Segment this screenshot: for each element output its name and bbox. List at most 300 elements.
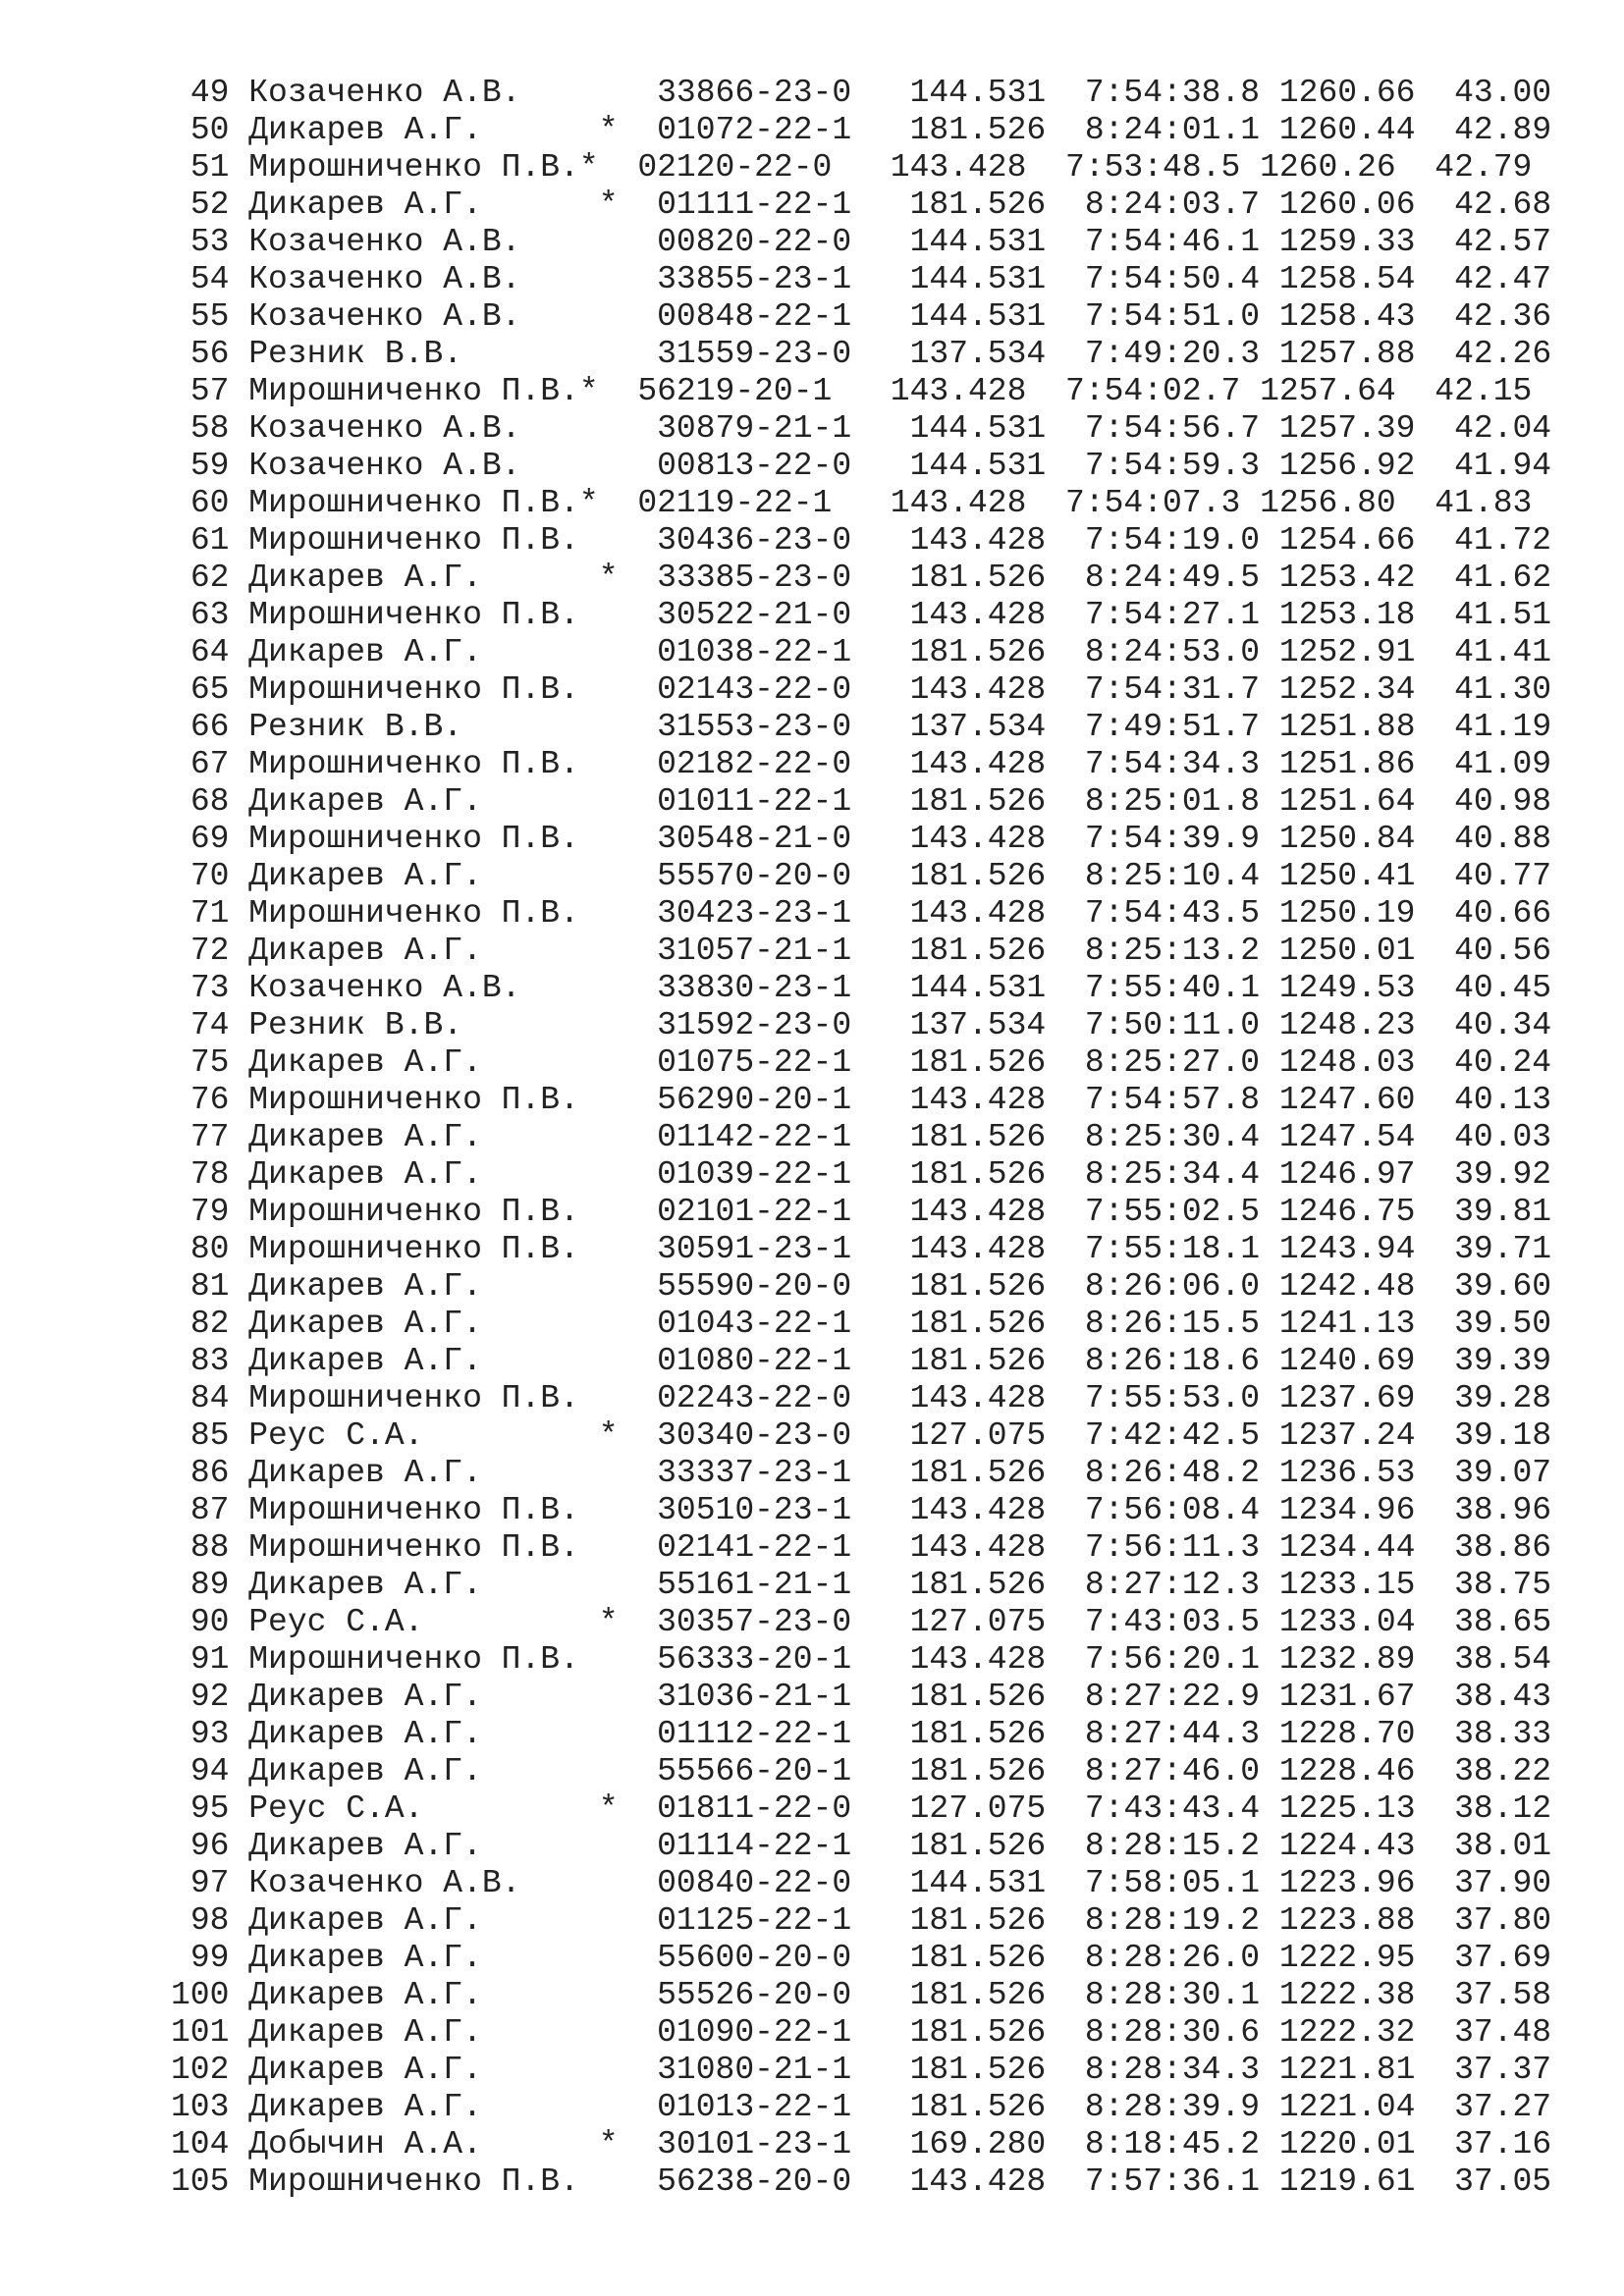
ring-number: 33385-23-0 bbox=[657, 560, 852, 596]
speed-value: 1256.80 bbox=[1260, 485, 1396, 521]
distance-km: 181.526 bbox=[909, 112, 1047, 148]
result-row bbox=[171, 821, 1551, 858]
fancier-name: Резник В.В. bbox=[248, 336, 463, 372]
result-row bbox=[171, 410, 1551, 448]
fancier-name: Дикарев А.Г. bbox=[248, 1268, 482, 1305]
distance-km: 143.428 bbox=[909, 671, 1047, 708]
coefficient: 42.57 bbox=[1454, 224, 1552, 260]
distance-km: 181.526 bbox=[909, 2014, 1047, 2051]
speed-value: 1234.44 bbox=[1278, 1529, 1416, 1566]
fancier-name: Дикарев А.Г. bbox=[248, 1940, 482, 1976]
coefficient: 39.18 bbox=[1454, 1417, 1552, 1454]
fancier-name: Дикарев А.Г. bbox=[248, 783, 482, 820]
place-number: 83 bbox=[189, 1343, 230, 1379]
place-number: 72 bbox=[189, 933, 230, 969]
arrival-time: 8:24:01.1 bbox=[1084, 112, 1261, 148]
result-row bbox=[171, 1679, 1551, 1716]
speed-value: 1220.01 bbox=[1278, 2126, 1416, 2163]
distance-km: 181.526 bbox=[909, 1044, 1047, 1081]
ring-number: 02101-22-1 bbox=[657, 1194, 852, 1230]
place-number: 98 bbox=[189, 1902, 230, 1939]
ring-number: 02120-22-0 bbox=[637, 149, 833, 186]
fancier-name: Козаченко А.В. bbox=[248, 1865, 521, 1901]
arrival-time: 7:54:43.5 bbox=[1084, 895, 1261, 932]
coefficient: 42.68 bbox=[1454, 187, 1552, 223]
distance-km: 143.428 bbox=[890, 373, 1027, 409]
distance-km: 143.428 bbox=[909, 522, 1047, 559]
place-number: 73 bbox=[189, 970, 230, 1006]
place-number: 69 bbox=[189, 821, 230, 857]
arrival-time: 7:57:36.1 bbox=[1084, 2163, 1261, 2200]
result-row bbox=[171, 709, 1551, 746]
coefficient: 38.75 bbox=[1454, 1567, 1552, 1603]
place-number: 50 bbox=[189, 112, 230, 148]
distance-km: 143.428 bbox=[890, 149, 1027, 186]
distance-km: 137.534 bbox=[909, 709, 1047, 745]
distance-km: 143.428 bbox=[909, 895, 1047, 932]
speed-value: 1221.04 bbox=[1278, 2089, 1416, 2125]
distance-km: 181.526 bbox=[909, 933, 1047, 969]
speed-value: 1246.97 bbox=[1278, 1156, 1416, 1193]
speed-value: 1228.70 bbox=[1278, 1716, 1416, 1752]
arrival-time: 7:54:59.3 bbox=[1084, 448, 1261, 484]
speed-value: 1247.60 bbox=[1278, 1082, 1416, 1118]
coefficient: 40.24 bbox=[1454, 1044, 1552, 1081]
coefficient: 37.05 bbox=[1454, 2163, 1552, 2200]
place-number: 91 bbox=[189, 1641, 230, 1678]
fancier-name: Дикарев А.Г. bbox=[248, 1156, 482, 1193]
place-number: 80 bbox=[189, 1231, 230, 1267]
ring-number: 00813-22-0 bbox=[657, 448, 852, 484]
distance-km: 143.428 bbox=[909, 1380, 1047, 1416]
distance-km: 143.428 bbox=[909, 1641, 1047, 1678]
result-row bbox=[171, 149, 1551, 187]
result-row bbox=[171, 1604, 1551, 1641]
distance-km: 144.531 bbox=[909, 224, 1047, 260]
arrival-time: 8:28:34.3 bbox=[1084, 2052, 1261, 2088]
fancier-name: Дикарев А.Г. bbox=[248, 634, 482, 670]
ring-number: 01142-22-1 bbox=[657, 1119, 852, 1155]
coefficient: 41.30 bbox=[1454, 671, 1552, 708]
fancier-name: Козаченко А.В. bbox=[248, 261, 521, 297]
ring-number: 31559-23-0 bbox=[657, 336, 852, 372]
star-marker: * bbox=[598, 112, 619, 148]
arrival-time: 7:54:46.1 bbox=[1084, 224, 1261, 260]
place-number: 52 bbox=[189, 187, 230, 223]
distance-km: 181.526 bbox=[909, 1119, 1047, 1155]
result-row bbox=[171, 1940, 1551, 1977]
arrival-time: 7:55:40.1 bbox=[1084, 970, 1261, 1006]
place-number: 102 bbox=[171, 2052, 230, 2088]
distance-km: 181.526 bbox=[909, 783, 1047, 820]
result-row bbox=[171, 597, 1551, 634]
speed-value: 1236.53 bbox=[1278, 1455, 1416, 1491]
distance-km: 181.526 bbox=[909, 1828, 1047, 1864]
results-listing bbox=[171, 75, 1551, 2201]
speed-value: 1222.32 bbox=[1278, 2014, 1416, 2051]
arrival-time: 7:54:50.4 bbox=[1084, 261, 1261, 297]
speed-value: 1237.24 bbox=[1278, 1417, 1416, 1454]
place-number: 76 bbox=[189, 1082, 230, 1118]
place-number: 66 bbox=[189, 709, 230, 745]
result-row bbox=[171, 1902, 1551, 1940]
speed-value: 1225.13 bbox=[1278, 1790, 1416, 1827]
fancier-name: Дикарев А.Г. bbox=[248, 1977, 482, 2013]
distance-km: 181.526 bbox=[909, 560, 1047, 596]
fancier-name: Мирошниченко П.В. bbox=[248, 821, 579, 857]
speed-value: 1222.38 bbox=[1278, 1977, 1416, 2013]
result-row bbox=[171, 187, 1551, 224]
fancier-name: Мирошниченко П.В. bbox=[248, 1492, 579, 1528]
coefficient: 37.69 bbox=[1454, 1940, 1552, 1976]
place-number: 67 bbox=[189, 746, 230, 782]
ring-number: 31036-21-1 bbox=[657, 1679, 852, 1715]
speed-value: 1251.64 bbox=[1278, 783, 1416, 820]
ring-number: 02141-22-1 bbox=[657, 1529, 852, 1566]
star-marker: * bbox=[578, 485, 599, 521]
arrival-time: 7:54:31.7 bbox=[1084, 671, 1261, 708]
coefficient: 37.27 bbox=[1454, 2089, 1552, 2125]
result-row bbox=[171, 298, 1551, 336]
speed-value: 1257.88 bbox=[1278, 336, 1416, 372]
result-row bbox=[171, 485, 1551, 522]
speed-value: 1252.91 bbox=[1278, 634, 1416, 670]
place-number: 88 bbox=[189, 1529, 230, 1566]
result-row bbox=[171, 1007, 1551, 1044]
place-number: 62 bbox=[189, 560, 230, 596]
distance-km: 169.280 bbox=[909, 2126, 1047, 2163]
fancier-name: Козаченко А.В. bbox=[248, 224, 521, 260]
star-marker: * bbox=[598, 187, 619, 223]
ring-number: 01011-22-1 bbox=[657, 783, 852, 820]
distance-km: 144.531 bbox=[909, 448, 1047, 484]
fancier-name: Мирошниченко П.В. bbox=[248, 1194, 579, 1230]
ring-number: 01125-22-1 bbox=[657, 1902, 852, 1939]
distance-km: 127.075 bbox=[909, 1417, 1047, 1454]
arrival-time: 8:28:39.9 bbox=[1084, 2089, 1261, 2125]
place-number: 99 bbox=[189, 1940, 230, 1976]
fancier-name: Козаченко А.В. bbox=[248, 75, 521, 111]
ring-number: 01013-22-1 bbox=[657, 2089, 852, 2125]
fancier-name: Мирошниченко П.В. bbox=[248, 746, 579, 782]
result-row bbox=[171, 1380, 1551, 1417]
ring-number: 56290-20-1 bbox=[657, 1082, 852, 1118]
distance-km: 143.428 bbox=[909, 1492, 1047, 1528]
result-row bbox=[171, 1082, 1551, 1119]
distance-km: 143.428 bbox=[909, 597, 1047, 633]
arrival-time: 8:27:12.3 bbox=[1084, 1567, 1261, 1603]
result-row bbox=[171, 1343, 1551, 1380]
speed-value: 1223.96 bbox=[1278, 1865, 1416, 1901]
coefficient: 40.03 bbox=[1454, 1119, 1552, 1155]
coefficient: 38.54 bbox=[1454, 1641, 1552, 1678]
coefficient: 37.37 bbox=[1454, 2052, 1552, 2088]
coefficient: 37.90 bbox=[1454, 1865, 1552, 1901]
coefficient: 42.89 bbox=[1454, 112, 1552, 148]
coefficient: 42.79 bbox=[1435, 149, 1533, 186]
fancier-name: Дикарев А.Г. bbox=[248, 1828, 482, 1864]
coefficient: 38.65 bbox=[1454, 1604, 1552, 1640]
coefficient: 38.33 bbox=[1454, 1716, 1552, 1752]
coefficient: 39.60 bbox=[1454, 1268, 1552, 1305]
result-row bbox=[171, 933, 1551, 970]
result-row bbox=[171, 224, 1551, 261]
distance-km: 127.075 bbox=[909, 1604, 1047, 1640]
speed-value: 1234.96 bbox=[1278, 1492, 1416, 1528]
place-number: 63 bbox=[189, 597, 230, 633]
arrival-time: 8:25:13.2 bbox=[1084, 933, 1261, 969]
ring-number: 30423-23-1 bbox=[657, 895, 852, 932]
arrival-time: 7:54:56.7 bbox=[1084, 410, 1261, 447]
speed-value: 1221.81 bbox=[1278, 2052, 1416, 2088]
fancier-name: Дикарев А.Г. bbox=[248, 112, 482, 148]
arrival-time: 7:54:57.8 bbox=[1084, 1082, 1261, 1118]
speed-value: 1237.69 bbox=[1278, 1380, 1416, 1416]
arrival-time: 8:26:18.6 bbox=[1084, 1343, 1261, 1379]
fancier-name: Козаченко А.В. bbox=[248, 970, 521, 1006]
fancier-name: Мирошниченко П.В. bbox=[248, 522, 579, 559]
arrival-time: 7:56:08.4 bbox=[1084, 1492, 1261, 1528]
place-number: 79 bbox=[189, 1194, 230, 1230]
ring-number: 31057-21-1 bbox=[657, 933, 852, 969]
speed-value: 1233.04 bbox=[1278, 1604, 1416, 1640]
coefficient: 41.41 bbox=[1454, 634, 1552, 670]
arrival-time: 7:55:02.5 bbox=[1084, 1194, 1261, 1230]
coefficient: 39.92 bbox=[1454, 1156, 1552, 1193]
result-row bbox=[171, 1790, 1551, 1828]
result-row bbox=[171, 1417, 1551, 1455]
ring-number: 01039-22-1 bbox=[657, 1156, 852, 1193]
result-row bbox=[171, 261, 1551, 298]
place-number: 100 bbox=[171, 1977, 230, 2013]
fancier-name: Мирошниченко П.В. bbox=[248, 895, 579, 932]
place-number: 89 bbox=[189, 1567, 230, 1603]
speed-value: 1252.34 bbox=[1278, 671, 1416, 708]
fancier-name: Дикарев А.Г. bbox=[248, 1716, 482, 1752]
coefficient: 42.26 bbox=[1454, 336, 1552, 372]
fancier-name: Резник В.В. bbox=[248, 709, 463, 745]
arrival-time: 8:24:03.7 bbox=[1084, 187, 1261, 223]
speed-value: 1250.41 bbox=[1278, 858, 1416, 894]
distance-km: 143.428 bbox=[909, 2163, 1047, 2200]
ring-number: 01043-22-1 bbox=[657, 1306, 852, 1342]
fancier-name: Дикарев А.Г. bbox=[248, 1753, 482, 1789]
result-row bbox=[171, 1306, 1551, 1343]
distance-km: 143.428 bbox=[909, 1082, 1047, 1118]
fancier-name: Дикарев А.Г. bbox=[248, 1343, 482, 1379]
place-number: 75 bbox=[189, 1044, 230, 1081]
distance-km: 144.531 bbox=[909, 1865, 1047, 1901]
ring-number: 01038-22-1 bbox=[657, 634, 852, 670]
place-number: 77 bbox=[189, 1119, 230, 1155]
ring-number: 02119-22-1 bbox=[637, 485, 833, 521]
result-row bbox=[171, 1119, 1551, 1156]
speed-value: 1243.94 bbox=[1278, 1231, 1416, 1267]
distance-km: 181.526 bbox=[909, 1268, 1047, 1305]
distance-km: 181.526 bbox=[909, 1716, 1047, 1752]
coefficient: 40.98 bbox=[1454, 783, 1552, 820]
star-marker: * bbox=[578, 373, 599, 409]
ring-number: 00820-22-0 bbox=[657, 224, 852, 260]
star-marker: * bbox=[598, 1417, 619, 1454]
ring-number: 31592-23-0 bbox=[657, 1007, 852, 1043]
speed-value: 1222.95 bbox=[1278, 1940, 1416, 1976]
place-number: 49 bbox=[189, 75, 230, 111]
arrival-time: 8:26:15.5 bbox=[1084, 1306, 1261, 1342]
ring-number: 55590-20-0 bbox=[657, 1268, 852, 1305]
ring-number: 30548-21-0 bbox=[657, 821, 852, 857]
coefficient: 38.96 bbox=[1454, 1492, 1552, 1528]
distance-km: 137.534 bbox=[909, 1007, 1047, 1043]
result-row bbox=[171, 560, 1551, 597]
arrival-time: 8:26:48.2 bbox=[1084, 1455, 1261, 1491]
speed-value: 1248.23 bbox=[1278, 1007, 1416, 1043]
distance-km: 144.531 bbox=[909, 75, 1047, 111]
fancier-name: Козаченко А.В. bbox=[248, 298, 521, 335]
speed-value: 1260.44 bbox=[1278, 112, 1416, 148]
result-row bbox=[171, 2163, 1551, 2201]
fancier-name: Дикарев А.Г. bbox=[248, 1567, 482, 1603]
coefficient: 42.15 bbox=[1435, 373, 1533, 409]
result-row bbox=[171, 448, 1551, 485]
fancier-name: Мирошниченко П.В. bbox=[248, 149, 579, 186]
place-number: 61 bbox=[189, 522, 230, 559]
ring-number: 56333-20-1 bbox=[657, 1641, 852, 1678]
distance-km: 181.526 bbox=[909, 1977, 1047, 2013]
arrival-time: 7:42:42.5 bbox=[1084, 1417, 1261, 1454]
place-number: 103 bbox=[171, 2089, 230, 2125]
distance-km: 181.526 bbox=[909, 634, 1047, 670]
place-number: 94 bbox=[189, 1753, 230, 1789]
speed-value: 1242.48 bbox=[1278, 1268, 1416, 1305]
coefficient: 43.00 bbox=[1454, 75, 1552, 111]
arrival-time: 8:27:22.9 bbox=[1084, 1679, 1261, 1715]
distance-km: 144.531 bbox=[909, 970, 1047, 1006]
fancier-name: Мирошниченко П.В. bbox=[248, 1231, 579, 1267]
place-number: 71 bbox=[189, 895, 230, 932]
speed-value: 1233.15 bbox=[1278, 1567, 1416, 1603]
arrival-time: 7:58:05.1 bbox=[1084, 1865, 1261, 1901]
arrival-time: 8:25:10.4 bbox=[1084, 858, 1261, 894]
arrival-time: 7:50:11.0 bbox=[1084, 1007, 1261, 1043]
result-row bbox=[171, 2089, 1551, 2126]
result-row bbox=[171, 1231, 1551, 1268]
coefficient: 39.50 bbox=[1454, 1306, 1552, 1342]
distance-km: 144.531 bbox=[909, 410, 1047, 447]
distance-km: 127.075 bbox=[909, 1790, 1047, 1827]
coefficient: 37.58 bbox=[1454, 1977, 1552, 2013]
place-number: 95 bbox=[189, 1790, 230, 1827]
ring-number: 01111-22-1 bbox=[657, 187, 852, 223]
result-row bbox=[171, 336, 1551, 373]
ring-number: 30436-23-0 bbox=[657, 522, 852, 559]
place-number: 96 bbox=[189, 1828, 230, 1864]
place-number: 104 bbox=[171, 2126, 230, 2163]
place-number: 70 bbox=[189, 858, 230, 894]
place-number: 54 bbox=[189, 261, 230, 297]
place-number: 55 bbox=[189, 298, 230, 335]
ring-number: 33855-23-1 bbox=[657, 261, 852, 297]
star-marker: * bbox=[578, 149, 599, 186]
ring-number: 31080-21-1 bbox=[657, 2052, 852, 2088]
star-marker: * bbox=[598, 2126, 619, 2163]
fancier-name: Мирошниченко П.В. bbox=[248, 1529, 579, 1566]
place-number: 90 bbox=[189, 1604, 230, 1640]
speed-value: 1258.54 bbox=[1278, 261, 1416, 297]
coefficient: 40.77 bbox=[1454, 858, 1552, 894]
ring-number: 01075-22-1 bbox=[657, 1044, 852, 1081]
ring-number: 01112-22-1 bbox=[657, 1716, 852, 1752]
distance-km: 181.526 bbox=[909, 858, 1047, 894]
fancier-name: Реус С.А. bbox=[248, 1604, 424, 1640]
result-row bbox=[171, 522, 1551, 560]
result-row bbox=[171, 1156, 1551, 1194]
fancier-name: Мирошниченко П.В. bbox=[248, 2163, 579, 2200]
arrival-time: 7:54:19.0 bbox=[1084, 522, 1261, 559]
coefficient: 40.45 bbox=[1454, 970, 1552, 1006]
fancier-name: Козаченко А.В. bbox=[248, 448, 521, 484]
ring-number: 30340-23-0 bbox=[657, 1417, 852, 1454]
fancier-name: Резник В.В. bbox=[248, 1007, 463, 1043]
distance-km: 181.526 bbox=[909, 1679, 1047, 1715]
ring-number: 30522-21-0 bbox=[657, 597, 852, 633]
coefficient: 41.62 bbox=[1454, 560, 1552, 596]
coefficient: 42.04 bbox=[1454, 410, 1552, 447]
place-number: 85 bbox=[189, 1417, 230, 1454]
result-row bbox=[171, 895, 1551, 933]
speed-value: 1257.64 bbox=[1260, 373, 1396, 409]
distance-km: 181.526 bbox=[909, 1567, 1047, 1603]
coefficient: 40.56 bbox=[1454, 933, 1552, 969]
result-row bbox=[171, 1268, 1551, 1306]
fancier-name: Дикарев А.Г. bbox=[248, 2014, 482, 2051]
speed-value: 1241.13 bbox=[1278, 1306, 1416, 1342]
arrival-time: 8:28:26.0 bbox=[1084, 1940, 1261, 1976]
arrival-time: 7:54:07.3 bbox=[1065, 485, 1241, 521]
speed-value: 1250.19 bbox=[1278, 895, 1416, 932]
fancier-name: Козаченко А.В. bbox=[248, 410, 521, 447]
fancier-name: Дикарев А.Г. bbox=[248, 2052, 482, 2088]
distance-km: 143.428 bbox=[909, 1194, 1047, 1230]
arrival-time: 7:43:43.4 bbox=[1084, 1790, 1261, 1827]
place-number: 56 bbox=[189, 336, 230, 372]
coefficient: 40.34 bbox=[1454, 1007, 1552, 1043]
result-row bbox=[171, 1716, 1551, 1753]
arrival-time: 7:56:11.3 bbox=[1084, 1529, 1261, 1566]
speed-value: 1231.67 bbox=[1278, 1679, 1416, 1715]
speed-value: 1250.84 bbox=[1278, 821, 1416, 857]
coefficient: 39.81 bbox=[1454, 1194, 1552, 1230]
fancier-name: Дикарев А.Г. bbox=[248, 1119, 482, 1155]
result-row bbox=[171, 2052, 1551, 2089]
fancier-name: Дикарев А.Г. bbox=[248, 1044, 482, 1081]
arrival-time: 7:49:51.7 bbox=[1084, 709, 1261, 745]
ring-number: 55570-20-0 bbox=[657, 858, 852, 894]
arrival-time: 7:49:20.3 bbox=[1084, 336, 1261, 372]
speed-value: 1232.89 bbox=[1278, 1641, 1416, 1678]
result-row bbox=[171, 783, 1551, 821]
distance-km: 143.428 bbox=[909, 1529, 1047, 1566]
arrival-time: 8:25:34.4 bbox=[1084, 1156, 1261, 1193]
result-row bbox=[171, 2126, 1551, 2163]
coefficient: 39.28 bbox=[1454, 1380, 1552, 1416]
distance-km: 181.526 bbox=[909, 1753, 1047, 1789]
place-number: 68 bbox=[189, 783, 230, 820]
result-row bbox=[171, 2014, 1551, 2052]
fancier-name: Дикарев А.Г. bbox=[248, 2089, 482, 2125]
result-row bbox=[171, 746, 1551, 783]
speed-value: 1257.39 bbox=[1278, 410, 1416, 447]
